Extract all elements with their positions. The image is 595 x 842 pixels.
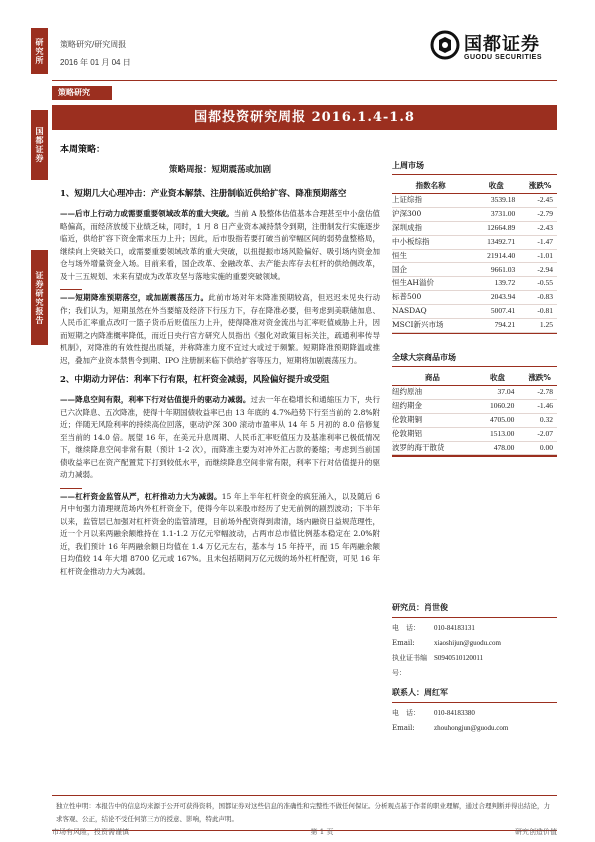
main-content (60, 142, 380, 582)
market-cell: 13492.71 (469, 235, 523, 249)
paragraph-1 (60, 208, 380, 283)
market-cell: 沪深300 (392, 207, 469, 221)
paragraph-4-body: 15 年上半年杠杆资金的疯狂涌入，以及随后 6 月中旬强力清理规范场内外杠杆资金下，使得今年以来股市经历了史无前例的剧烈波动；下半年以来，监管层已加强对杠杆资金的监管清理，目前场外配资得到肃清，场内融资日益规范理性，近一个月以来两融余额维持在 1.1-1.2 万亿元窄幅波动，占两市总市值比例基本稳定在 2.0%附近，我们预计 16 年两融余额日均值在 1.4 万亿元左右，基本与 15 年持平，而 15 年两融余额日均值较 14 年大增 8700 亿元或 167%。且未包括期间万亿元级的场外杠杆配资，可见 16 年杠杆资金推动力大为减弱。 (60, 491, 380, 576)
market-cell: 恒生 (392, 249, 469, 263)
market-cell: 恒生AH溢价 (392, 277, 469, 291)
contact-label: 电 话： (392, 709, 420, 717)
commodity-cell: 4705.00 (473, 413, 523, 427)
market-cell: 上证综指 (392, 194, 469, 208)
analyst-contact-row (392, 706, 557, 721)
commodity-title: 全球大宗商品市场 (392, 352, 557, 367)
side-column (31, 0, 48, 842)
analyst-contact-row (392, 621, 557, 636)
market-cell: 中小板综指 (392, 235, 469, 249)
commodity-cell: -2.07 (522, 427, 557, 441)
logo-text-cn: 国都证券 (464, 34, 540, 55)
contact-value: 010-84183131 (434, 624, 475, 632)
paragraph-3-body: 过去一年在稳增长和通缩压力下，央行已六次降息、五次降准，使得十年期国债收益率已由 13 年底的 4.7%趋势下行至当前的 2.8%附近；伴随无风险利率的持续高位回落，驱动沪深 300 滚动市盈率从 14 年 5 月初的 8.0 倍修复至当前的 14.0 倍。展望 16 年，在美元升息周期、人民币汇率贬值压力及基准利率已极低情况下，继续降息空间非常有限（预计 1-2 次），而降准主要为对冲外汇占款的萎缩；考虑到当前国债收益率已在资产配置荒下打到较低水平，而继续降息空间非常有限，利率下行对估值提升的驱动力减弱。 (60, 395, 380, 479)
commodity-cell: 纽约原油 (392, 386, 473, 400)
week-strategy-heading: 本周策略： (60, 145, 106, 155)
market-header-close: 收盘 (469, 178, 523, 194)
market-row (392, 235, 557, 249)
table-end-line (392, 455, 557, 457)
analyst-contact-row (392, 651, 557, 681)
report-title: 国都投资研究周报 2016.1.4-1.8 (52, 105, 557, 130)
commodity-cell: 伦敦期铜 (392, 413, 473, 427)
market-cell: -0.83 (523, 291, 557, 305)
paragraph-4-lead: ——杠杆资金监管从严，杠杆推动力大为减弱。 (60, 491, 222, 501)
market-cell: 国企 (392, 263, 469, 277)
market-cell: 标普500 (392, 291, 469, 305)
paragraph-1-lead: ——后市上行动力或需要重要领域改革的重大突破。 (60, 209, 234, 218)
market-cell: -2.94 (523, 263, 557, 277)
market-row (392, 221, 557, 235)
page-footer (52, 827, 557, 837)
header-divider (52, 80, 557, 81)
commodity-panel (392, 352, 557, 457)
commodity-cell: 波罗的海干散货 (392, 441, 473, 455)
market-cell: -0.81 (523, 305, 557, 319)
market-cell: -2.43 (523, 221, 557, 235)
commodity-cell: 伦敦期铝 (392, 427, 473, 441)
contact-value[interactable]: xiaoshijun@guodu.com (434, 639, 501, 647)
market-cell: -1.47 (523, 235, 557, 249)
section-heading-2: 2、中期动力评估：利率下行有限，杠杆资金减弱，风险偏好提升或受阻 (60, 375, 330, 385)
paragraph-2-body: 此前市场对年末降准预期较高，但迟迟未见央行动作；我们认为，短期虽然在外当要缩及经济下行压力下，存在降准必要，但考虑到美联储加息、人民币汇率重点改叮一篮子货币后贬值压力上升，使得降准对资金流出与汇率贬值威胁上升，因而短期之内降准概率降低，而近日央行官方研究人员指出《强化对政策目标关注，疏通利率传导机制》，对降准的有效性提出质疑，并称降准力度不宜过大或过于频繁。短期降准预期降温或推迟，叠加产业资本禁售令到期、IPO 注册制来临下供给扩容等压力，短期将加剧震荡压力。 (60, 293, 381, 365)
market-row (392, 291, 557, 305)
logo-text-en: GUODU SECURITIES (464, 54, 543, 61)
paragraph-1-body: 当前 A 股整体估值基本合理甚至中小盘估值略偏高，而经济放缓下业绩乏味，同时，1 月 8 日产业资本减持禁令到期，注册制发行实施逐步临近，供给扩容下资金需求压力上升；因此，后市股指若要打破当前窄幅区间的弱势盘整格局，继续向上突破关口，或需要重要领域改革的重大突破，以扭提振市场风险偏好、吸引场内资金加仓与场外增量资金入场。目前来看，国企改革、金融改革、去产能去库存去杠杆的供给侧改革，及十三五规划、未来有望成为改革攻坚与落地实施的重要突破领域。 (60, 209, 381, 281)
market-row (392, 194, 557, 208)
commodity-cell: 37.04 (473, 386, 523, 400)
analyst-title: 研究员：肖世俊 (392, 600, 557, 618)
commodity-row (392, 399, 557, 413)
market-cell: -2.79 (523, 207, 557, 221)
paragraph-3-lead: ——降息空间有限，利率下行对估值提升的驱动力减弱。 (60, 395, 251, 404)
market-cell: 21914.40 (469, 249, 523, 263)
market-cell: 3539.18 (469, 194, 523, 208)
market-cell: 12664.89 (469, 221, 523, 235)
contact-value: S0940510120011 (434, 654, 484, 662)
paragraph-2-lead: ——短期降准预期落空，或加剧震荡压力。 (60, 293, 209, 302)
market-cell: -0.55 (523, 277, 557, 291)
contact-label: Email: (392, 639, 415, 647)
section-heading-1: 1、短期几大心理冲击：产业资本解禁、注册制临近供给扩容、降准预期落空 (60, 189, 347, 199)
market-row (392, 249, 557, 263)
paragraph-divider (60, 488, 82, 489)
side-tab-report-type: 证券研究报告 (31, 250, 48, 345)
market-cell: 深圳成指 (392, 221, 469, 235)
market-cell: 2043.94 (469, 291, 523, 305)
commodity-cell: 1060.20 (473, 399, 523, 413)
contact-label: 执业证书编号： (392, 654, 427, 677)
commodity-cell: -2.78 (522, 386, 557, 400)
company-logo (430, 26, 550, 70)
market-row (392, 263, 557, 277)
contact-value[interactable]: zhouhongjun@guodu.com (434, 724, 509, 732)
market-cell: 1.25 (523, 318, 557, 332)
commodity-header-close: 收盘 (473, 370, 523, 386)
market-cell: 139.72 (469, 277, 523, 291)
market-row (392, 305, 557, 319)
paragraph-4 (60, 491, 380, 579)
paragraph-2 (60, 292, 380, 367)
contact-label: Email: (392, 724, 415, 732)
side-tab-research-institute: 研究所 (31, 28, 48, 74)
market-cell: 3731.00 (469, 207, 523, 221)
analyst-contact-row (392, 721, 557, 736)
commodity-cell: 纽约期金 (392, 399, 473, 413)
market-panel (392, 160, 557, 334)
commodity-row (392, 386, 557, 400)
side-tab-company: 国都证券 (31, 110, 48, 180)
commodity-cell: 0.00 (522, 441, 557, 455)
report-category: 策略研究/研究周报 (60, 40, 127, 49)
table-end-line (392, 333, 557, 335)
market-title: 上周市场 (392, 160, 557, 175)
market-table (392, 178, 557, 333)
analyst-contact-row (392, 636, 557, 651)
footer-left: 市场有风险，投资需谨慎 (52, 828, 129, 836)
paragraph-3 (60, 394, 380, 482)
market-row (392, 318, 557, 332)
footer-right: 研究创造价值 (515, 828, 557, 836)
market-cell: 794.21 (469, 318, 523, 332)
commodity-cell: 1513.00 (473, 427, 523, 441)
header-meta (60, 36, 131, 72)
contact-value: 010-84183380 (434, 709, 475, 717)
logo-mark-icon (430, 30, 460, 60)
commodity-cell: 478.00 (473, 441, 523, 455)
commodity-row (392, 413, 557, 427)
commodity-cell: -1.46 (522, 399, 557, 413)
market-cell: NASDAQ (392, 305, 469, 319)
analyst-panel (392, 600, 557, 736)
commodity-header-change: 涨跌% (522, 370, 557, 386)
market-cell: -1.01 (523, 249, 557, 263)
market-row (392, 207, 557, 221)
commodity-table (392, 370, 557, 455)
paragraph-divider (60, 289, 82, 290)
market-header-name: 指数名称 (392, 178, 469, 194)
market-header-change: 涨跌% (523, 178, 557, 194)
commodity-row (392, 441, 557, 455)
strategy-subtitle: 策略周报：短期震荡或加剧 (168, 165, 271, 175)
contact-label: 电 话： (392, 624, 420, 632)
commodity-cell: 0.32 (522, 413, 557, 427)
section-tag: 策略研究 (52, 86, 112, 100)
market-row (392, 277, 557, 291)
market-cell: 5007.41 (469, 305, 523, 319)
contact-title: 联系人：周红军 (392, 685, 557, 703)
disclaimer: 独立性申明：本报告中的信息均来源于公开可获得资料，国都证券对这些信息的准确性和完整性不做任何保证。分析观点基于作者的职业理解，通过合理判断并得出结论，力求客观、公正，结论不受任何第三方的授意、影响，特此声明。 (52, 795, 557, 831)
commodity-row (392, 427, 557, 441)
report-date: 2016 年 01 月 04 日 (60, 58, 131, 67)
page-number: 第 1 页 (310, 828, 334, 836)
commodity-header-name: 商品 (392, 370, 473, 386)
market-cell: -2.45 (523, 194, 557, 208)
market-cell: MSCI新兴市场 (392, 318, 469, 332)
market-cell: 9661.03 (469, 263, 523, 277)
